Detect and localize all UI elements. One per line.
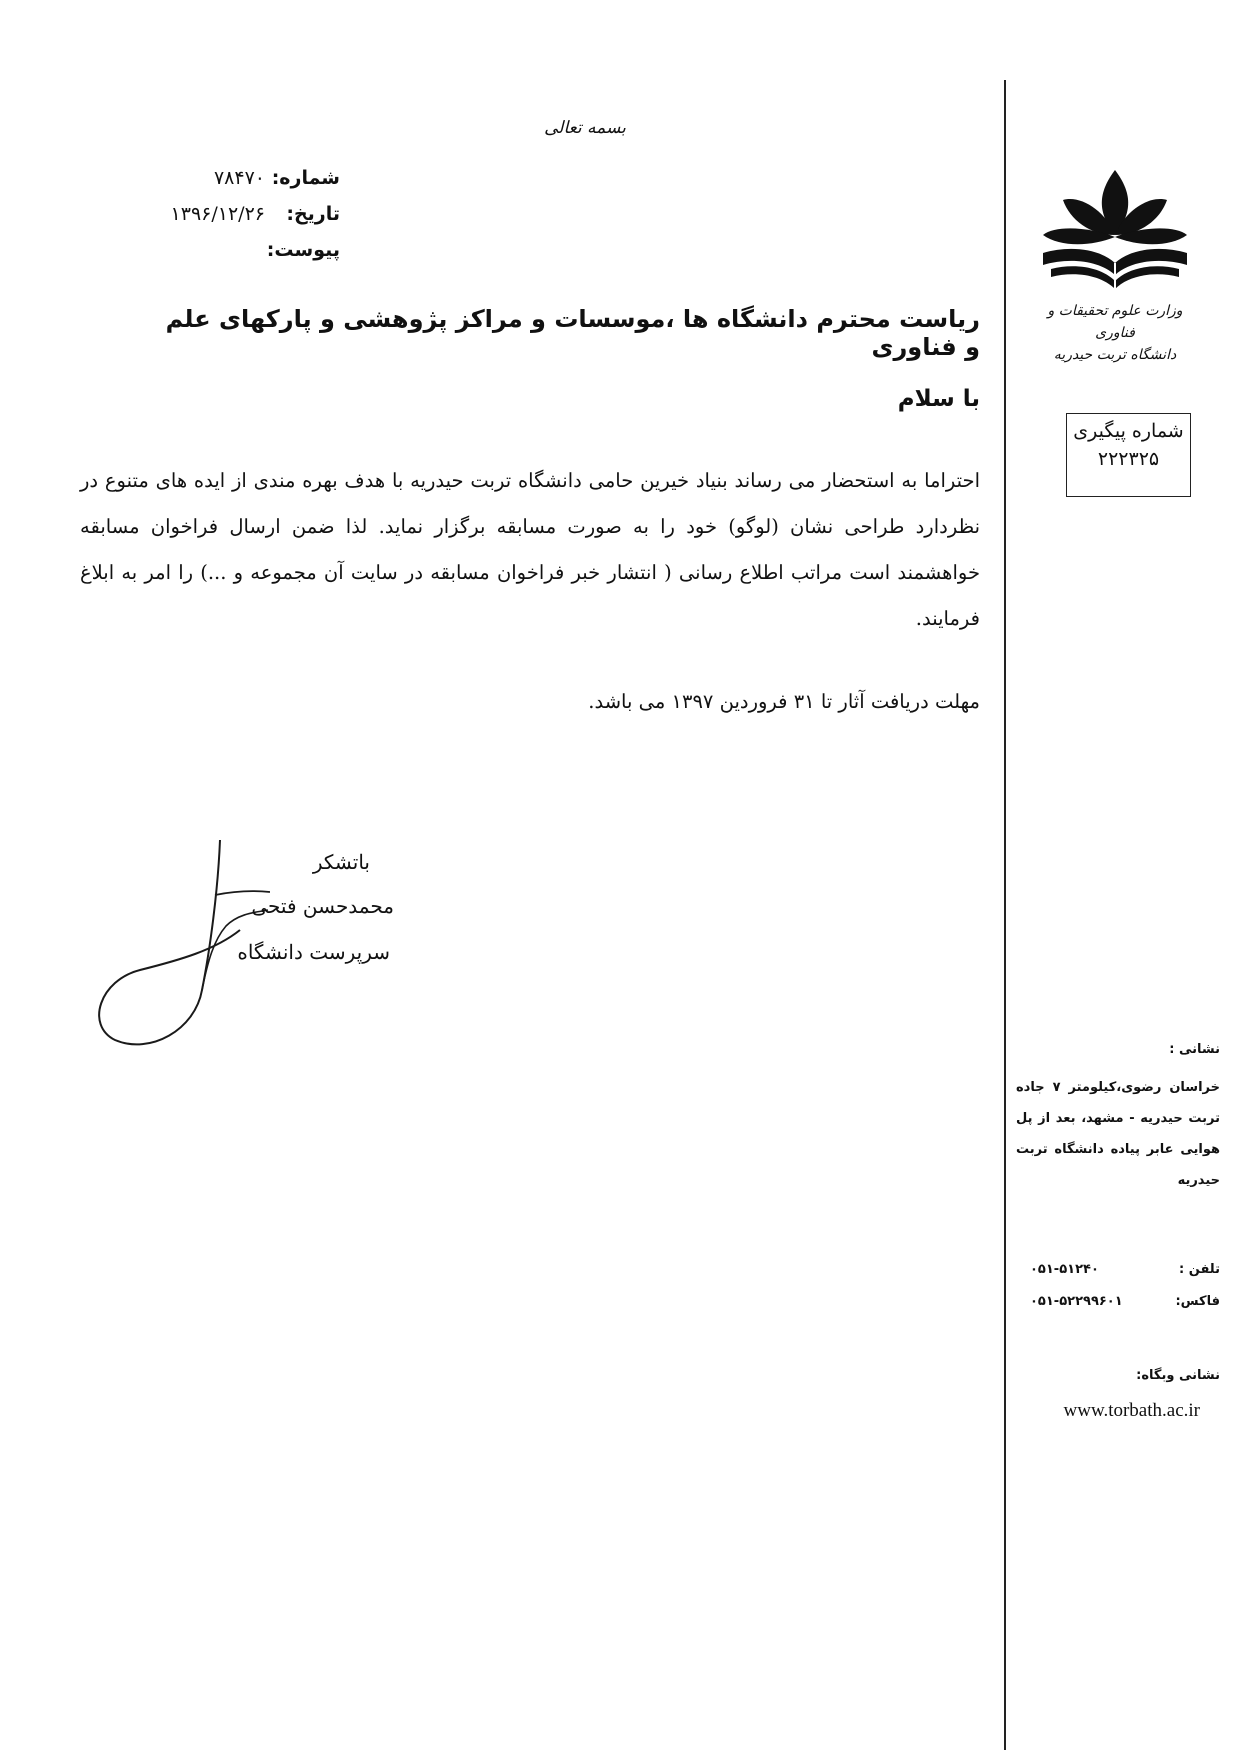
bismillah-heading: بسمه تعالی bbox=[544, 118, 626, 138]
attachment-label: پیوست: bbox=[266, 239, 340, 261]
letter-body bbox=[80, 458, 980, 642]
address-text: خراسان رضوی،کیلومتر ۷ جاده تربت حیدریه - مشهد، بعد از پل هوایی عابر پیاده دانشگاه تربت حیدریه bbox=[1016, 1080, 1220, 1188]
address-label: نشانی : bbox=[1169, 1042, 1220, 1057]
tracking-value: ۲۲۲۳۲۵ bbox=[1097, 448, 1160, 470]
phone-label: تلفن : bbox=[1179, 1262, 1220, 1277]
recipient-line: ریاست محترم دانشگاه ها ،موسسات و مراکز پژوهشی و پارکهای علم و فناوری bbox=[165, 305, 980, 361]
date-label: تاریخ: bbox=[286, 203, 340, 225]
vertical-divider bbox=[1004, 80, 1006, 1750]
fax-label: فاکس: bbox=[1175, 1294, 1220, 1309]
ministry-text bbox=[1030, 300, 1200, 366]
tracking-label: شماره پیگیری bbox=[1073, 420, 1184, 442]
number-value: ۷۸۴۷۰ bbox=[213, 167, 265, 189]
tracking-number-box bbox=[1066, 413, 1191, 497]
signatory-name: محمدحسن فتحی bbox=[251, 894, 394, 918]
number-label: شماره: bbox=[271, 167, 340, 189]
website-label: نشانی وبگاه: bbox=[1136, 1368, 1220, 1383]
date-value: ۱۳۹۶/۱۲/۲۶ bbox=[170, 203, 265, 225]
phone-value: ۰۵۱-۵۱۲۴۰ bbox=[1030, 1262, 1099, 1277]
ministry-line-1: وزارت علوم تحقیقات و فناوری bbox=[1047, 303, 1183, 341]
deadline-line: مهلت دریافت آثار تا ۳۱ فروردین ۱۳۹۷ می باشد. bbox=[588, 690, 980, 713]
ministry-line-2: دانشگاه تربت حیدریه bbox=[1053, 347, 1177, 363]
letter-body-text: احتراما به استحضار می رساند بنیاد خیرین حامی دانشگاه تربت حیدریه با هدف بهره مندی از ایده های متنوع در نظردارد طراحی نشان (لوگو) خود را به صورت مسابقه برگزار نماید. لذا ضمن ارسال فراخوان مسابقه خواهشمند است مراتب اطلاع رسانی ( انتشار خبر فراخوان مسابقه در سایت آن مجموعه و ...) را امر به ابلاغ فرمایند. bbox=[80, 469, 980, 630]
website-url: www.torbath.ac.ir bbox=[1063, 1400, 1200, 1421]
fax-value: ۰۵۱-۵۲۲۹۹۶۰۱ bbox=[1030, 1294, 1123, 1309]
signatory-title: سرپرست دانشگاه bbox=[237, 940, 390, 964]
signature-thanks: باتشکر bbox=[312, 850, 370, 874]
greeting: با سلام bbox=[897, 386, 980, 412]
university-logo-icon bbox=[1035, 165, 1195, 295]
